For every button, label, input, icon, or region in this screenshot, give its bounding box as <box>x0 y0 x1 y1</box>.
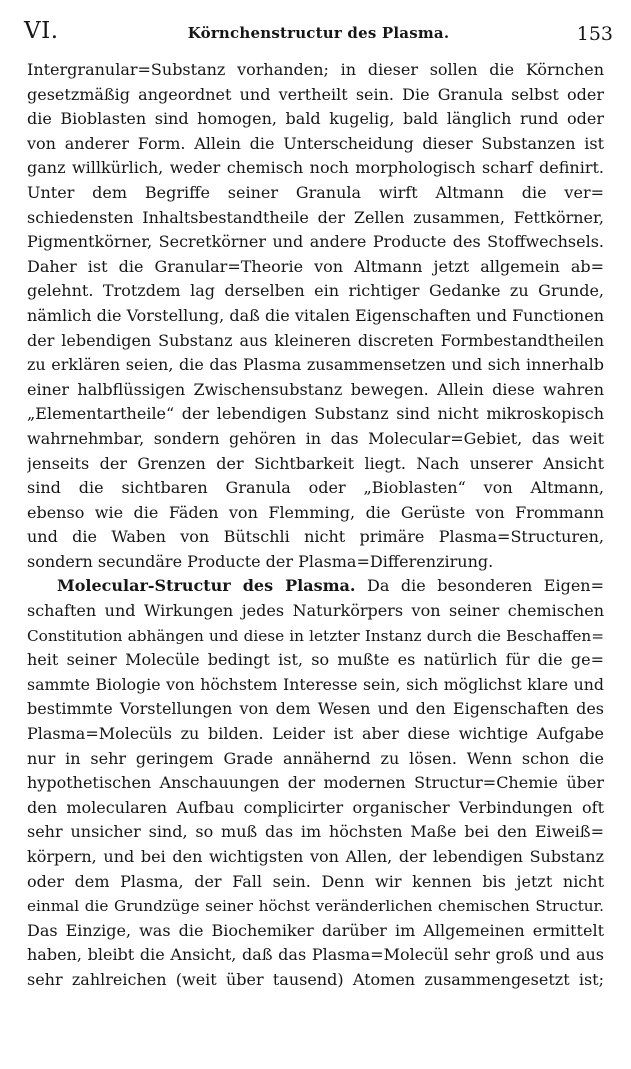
text-line: Pigmentkörner, Secretkörner und andere Producte des Stoffwechsels. <box>27 232 604 252</box>
section-heading: Molecular-Structur des Plasma. <box>57 576 356 596</box>
text-line: und die Waben von Bütschli nicht primäre Plasma=Structuren, <box>27 527 604 547</box>
first-line-text: Da die besonderen Eigen= <box>367 576 604 596</box>
text-line: schaften und Wirkungen jedes Naturkörpers von seiner chemischen <box>27 601 604 621</box>
text-line: bestimmte Vorstellungen von dem Wesen und den Eigenschaften des <box>27 699 604 719</box>
text-line: zu erklären seien, die das Plasma zusammensetzen und sich innerhalb <box>27 355 604 375</box>
text-line: „Elementartheile“ der lebendigen Substanz sind nicht mikroskopisch <box>27 404 604 424</box>
text-line: Constitution abhängen und diese in letzter Instanz durch die Beschaffen= <box>27 626 604 645</box>
text-line: oder dem Plasma, der Fall sein. Denn wir kennen bis jetzt nicht <box>27 871 604 891</box>
text-line: sondern secundäre Producte der Plasma=Differenzirung. <box>27 551 494 571</box>
text-line: jenseits der Grenzen der Sichtbarkeit liegt. Nach unserer Ansicht <box>27 453 604 473</box>
text-line: den molecularen Aufbau complicirter organischer Verbindungen oft <box>27 797 604 817</box>
text-line: hypothetischen Anschauungen der modernen Structur=Chemie über <box>27 773 604 793</box>
text-line: sehr zahlreichen (weit über tausend) Atomen zusammengesetzt ist; <box>27 969 604 989</box>
text-line: einer halbflüssigen Zwischensubstanz bewegen. Allein diese wahren <box>27 379 604 399</box>
paragraph-2 <box>27 574 604 992</box>
running-head <box>24 14 613 54</box>
running-title: Körnchenstructur des Plasma. <box>187 24 450 42</box>
text-line: ganz willkürlich, weder chemisch noch morphologisch scharf definirt. <box>27 158 604 178</box>
text-line: Intergranular=Substanz vorhanden; in dieser sollen die Körnchen <box>27 60 604 79</box>
text-line: haben, bleibt die Ansicht, daß das Plasma=Molecül sehr groß und aus <box>27 945 604 965</box>
text-line: körpern, und bei den wichtigsten von Allen, der lebendigen Substanz <box>27 847 604 866</box>
text-line: Unter dem Begriffe seiner Granula wirft Altmann die ver= <box>27 182 604 202</box>
chapter-number: VI. <box>24 18 59 44</box>
text-line: sammte Biologie von höchstem Interesse sein, sich möglichst klare und <box>27 674 604 694</box>
text-line: Plasma=Molecüls zu bilden. Leider ist aber diese wichtige Aufgabe <box>27 724 604 744</box>
text-line: heit seiner Molecüle bedingt ist, so mußte es natürlich für die ge= <box>27 650 604 670</box>
text-line: schiedensten Inhaltsbestandtheile der Zellen zusammen, Fettkörner, <box>27 207 604 227</box>
text-line: der lebendigen Substanz aus kleineren discreten Formbestandtheilen <box>27 330 604 350</box>
text-line: ebenso wie die Fäden von Flemming, die Gerüste von Frommann <box>27 502 604 522</box>
text-line: gesetzmäßig angeordnet und vertheilt sein. Die Granula selbst oder <box>27 84 604 104</box>
text-line: sind die sichtbaren Granula oder „Bioblasten“ von Altmann, <box>27 478 604 498</box>
paragraph-2-first-line <box>27 574 604 599</box>
text-line: die Bioblasten sind homogen, bald kugelig, bald länglich rund oder <box>27 109 604 129</box>
text-line: von anderer Form. Allein die Unterscheidung dieser Substanzen ist <box>27 133 604 153</box>
text-line: gelehnt. Trotzdem lag derselben ein richtiger Gedanke zu Grunde, <box>27 281 604 301</box>
text-line: nur in sehr geringem Grade annähernd zu lösen. Wenn schon die <box>27 748 604 768</box>
text-line: einmal die Grundzüge seiner höchst veränderlichen chemischen Structur. <box>27 897 604 916</box>
text-line: wahrnehmbar, sondern gehören in das Molecular=Gebiet, das weit <box>27 428 604 448</box>
page-number: 153 <box>576 23 613 45</box>
text-line: Das Einzige, was die Biochemiker darüber im Allgemeinen ermittelt <box>27 920 604 940</box>
text-line: sehr unsicher sind, so muß das im höchsten Maße bei den Eiweiß= <box>27 822 604 842</box>
body-text <box>27 58 604 993</box>
paragraph-1 <box>27 58 604 574</box>
text-line: Daher ist die Granular=Theorie von Altmann jetzt allgemein ab= <box>27 256 604 276</box>
text-line: nämlich die Vorstellung, daß die vitalen Eigenschaften und Functionen <box>27 305 604 325</box>
